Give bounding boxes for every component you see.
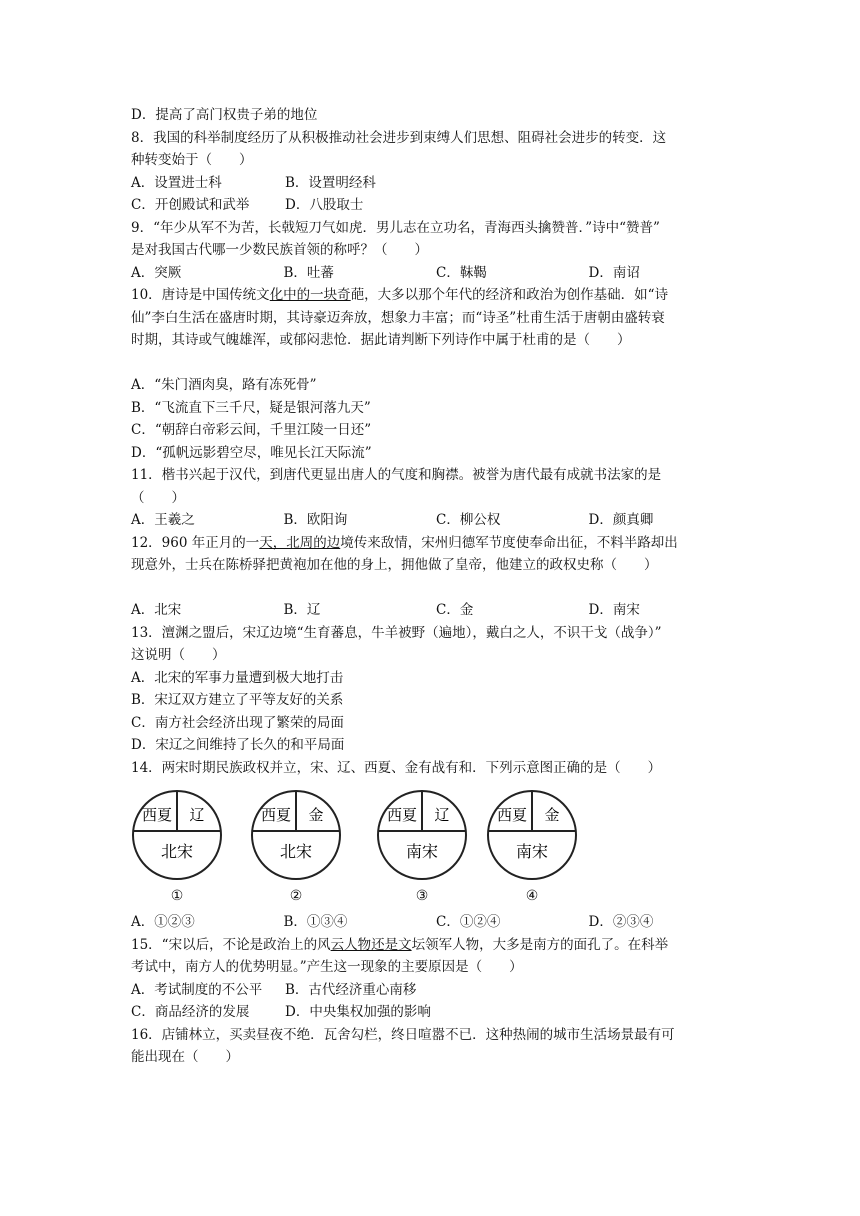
q16-stem-line1: 16．店铺林立，买卖昼夜不绝．瓦舍勾栏，终日喧嚣不已．这种热闹的城市生活场景最有可 (131, 1026, 675, 1043)
q11-stem-line1: 11．楷书兴起于汉代，到唐代更显出唐人的气度和胸襟。被誉为唐代最有成就书法家的是 (131, 467, 662, 483)
q9-option-d: D．南诏 (588, 264, 640, 281)
q14-diagram-2-circle (250, 789, 342, 881)
q14-option-b: B．①③④ (283, 914, 348, 930)
q14-diagram-1-bottom: 北宋 (160, 842, 194, 861)
q14-options (131, 911, 741, 934)
q12-option-b: B．辽 (283, 602, 321, 618)
q14-diagram-2 (250, 789, 342, 908)
q15-option-a: A．考试制度的不公平 (131, 981, 263, 998)
q14-diagram-3 (376, 789, 468, 908)
q13-option-c: C．南方社会经济出现了繁荣的局面 (131, 714, 344, 731)
q11-stem-line2: （ ） (131, 489, 185, 506)
q10-option-d: D．“孤帆远影碧空尽，唯见长江天际流” (131, 444, 372, 461)
q12-text-b: 境传来敌情，宋州归德军节度使奉命出征，不料半路却出 (340, 534, 678, 551)
q14-diagram-2-label: ② (289, 888, 303, 904)
q9-option-a: A．突厥 (131, 264, 182, 281)
q14-diagram-4-circle (486, 789, 578, 881)
q13-option-b: B．宋辽双方建立了平等友好的关系 (131, 692, 344, 708)
q12-options (131, 599, 741, 622)
q14-stem-line1: 14．两宋时期民族政权并立，宋、辽、西夏、金有战有和．下列示意图正确的是（ ） (131, 759, 662, 776)
q14-diagram-1-circle (131, 789, 223, 881)
q15-option-b: B．古代经济重心南移 (285, 981, 417, 998)
q12-stem-line2: 现意外，士兵在陈桥驿把黄袍加在他的身上，拥他做了皇帝，他建立的政权史称（ ） (131, 557, 658, 573)
q14-diagram-4 (486, 789, 578, 908)
q14-diagram-3-left: 西夏 (386, 806, 418, 824)
q10-option-b: B．“飞流直下三千尺，疑是银河落九天” (131, 399, 371, 416)
q14-diagram-3-right: 辽 (434, 806, 450, 824)
q14-diagram-1-left: 西夏 (141, 806, 173, 824)
q14-diagram-3-bottom: 南宋 (405, 842, 439, 861)
q10-stem-line1 (131, 284, 741, 307)
q14-diagram-1-right: 辽 (189, 806, 205, 824)
q8-option-d: D．八股取士 (285, 197, 364, 213)
q14-diagrams (131, 789, 741, 909)
q15-text-a: 15．“宋以后，不论是政治上的风 (131, 936, 331, 953)
q12-option-c: C．金 (436, 602, 474, 618)
q10-option-a: A．“朱门酒肉臭，路有冻死骨” (131, 377, 317, 393)
q15-options-row1 (131, 979, 741, 1002)
q14-diagram-1-label: ① (170, 888, 184, 904)
q14-diagram-2-right: 金 (308, 806, 324, 824)
q8-option-a: A．设置进士科 (131, 174, 222, 191)
q14-diagram-3-label: ③ (415, 888, 429, 904)
q9-option-c: C．靺鞨 (436, 264, 487, 281)
q8-option-c: C．开创殿试和武举 (131, 197, 250, 213)
q10-text-b: 葩，大多以那个年代的经济和政治为创作基础．如“诗 (350, 287, 669, 303)
q12-underlined: 天，北周的边 (259, 534, 341, 551)
q12-text-a: 12．960 年正月的一 (131, 534, 260, 551)
q12-option-a: A．北宋 (131, 602, 182, 618)
q11-option-b: B．欧阳询 (283, 512, 348, 528)
q15-options-row2 (131, 1001, 741, 1024)
q10-stem-line3: 时期，其诗或气魄雄浑，或郁闷悲怆．据此请判断下列诗作中属于杜甫的是（ ） (131, 332, 631, 348)
q10-option-c: C．“朝辞白帝彩云间，千里江陵一日还” (131, 422, 372, 438)
q14-option-a: A．①②③ (131, 914, 195, 930)
q15-underlined: 云人物还是文 (330, 936, 412, 953)
q15-option-d: D．中央集权加强的影响 (285, 1004, 431, 1020)
q14-option-c: C．①②④ (436, 914, 501, 930)
q9-options (131, 262, 741, 285)
q15-stem-line2: 考试中，南方人的优势明显。”产生这一现象的主要原因是（ ） (131, 959, 523, 975)
q7-option-d: D．提高了高门权贵子弟的地位 (131, 107, 318, 123)
q15-stem-line1 (131, 934, 741, 957)
q14-diagram-4-label: ④ (525, 888, 539, 904)
q8-stem-line2: 种转变始于（ ） (131, 152, 253, 168)
q8-options-row1 (131, 172, 741, 195)
exam-page (131, 104, 741, 1069)
q11-option-c: C．柳公权 (436, 512, 501, 528)
q13-stem-line2: 这说明（ ） (131, 647, 226, 663)
q14-diagram-4-left: 西夏 (496, 806, 528, 824)
q13-option-a: A．北宋的军事力量遭到极大地打击 (131, 669, 344, 686)
q14-diagram-1 (131, 789, 223, 908)
q14-option-d: D．②③④ (588, 914, 654, 930)
q14-diagram-2-left: 西夏 (260, 806, 292, 824)
q13-stem-line1: 13．澶渊之盟后，宋辽边境“生育蕃息，牛羊被野（遍地），戴白之人，不识干戈（战争）” (131, 624, 662, 641)
q13-option-d: D．宋辽之间维持了长久的和平局面 (131, 737, 345, 753)
q16-stem-line2: 能出现在（ ） (131, 1049, 239, 1065)
q9-stem-line1: 9．“年少从军不为苦，长戟短刀气如虎．男儿志在立功名，青海西头擒赞普．”诗中“赞普” (131, 219, 660, 236)
q14-diagram-2-bottom: 北宋 (279, 842, 313, 861)
q14-diagram-3-circle (376, 789, 468, 881)
q10-underlined: 化中的一块奇 (269, 287, 351, 303)
q8-option-b: B．设置明经科 (285, 174, 376, 191)
q10-text-a: 10．唐诗是中国传统文 (131, 287, 270, 303)
q11-option-d: D．颜真卿 (588, 512, 654, 528)
q15-option-c: C．商品经济的发展 (131, 1004, 250, 1020)
q9-option-b: B．吐蕃 (283, 264, 334, 281)
q12-stem-line1 (131, 532, 741, 555)
q10-stem-line2: 仙”李白生活在盛唐时期，其诗豪迈奔放，想象力丰富；而“诗圣”杜甫生活于唐朝由盛转衰 (131, 309, 665, 326)
q8-options-row2 (131, 194, 741, 217)
q14-diagram-4-bottom: 南宋 (515, 842, 549, 861)
q14-diagram-4-right: 金 (544, 806, 560, 824)
q12-option-d: D．南宋 (588, 602, 640, 618)
q8-stem-line1: 8．我国的科举制度经历了从积极推动社会进步到束缚人们思想、阻碍社会进步的转变．这 (131, 129, 667, 146)
q15-text-b: 坛领军人物，大多是南方的面孔了。在科举 (411, 936, 669, 953)
q11-options (131, 509, 741, 532)
q9-stem-line2: 是对我国古代哪一少数民族首领的称呼？（ ） (131, 242, 428, 258)
q11-option-a: A．王羲之 (131, 512, 195, 528)
